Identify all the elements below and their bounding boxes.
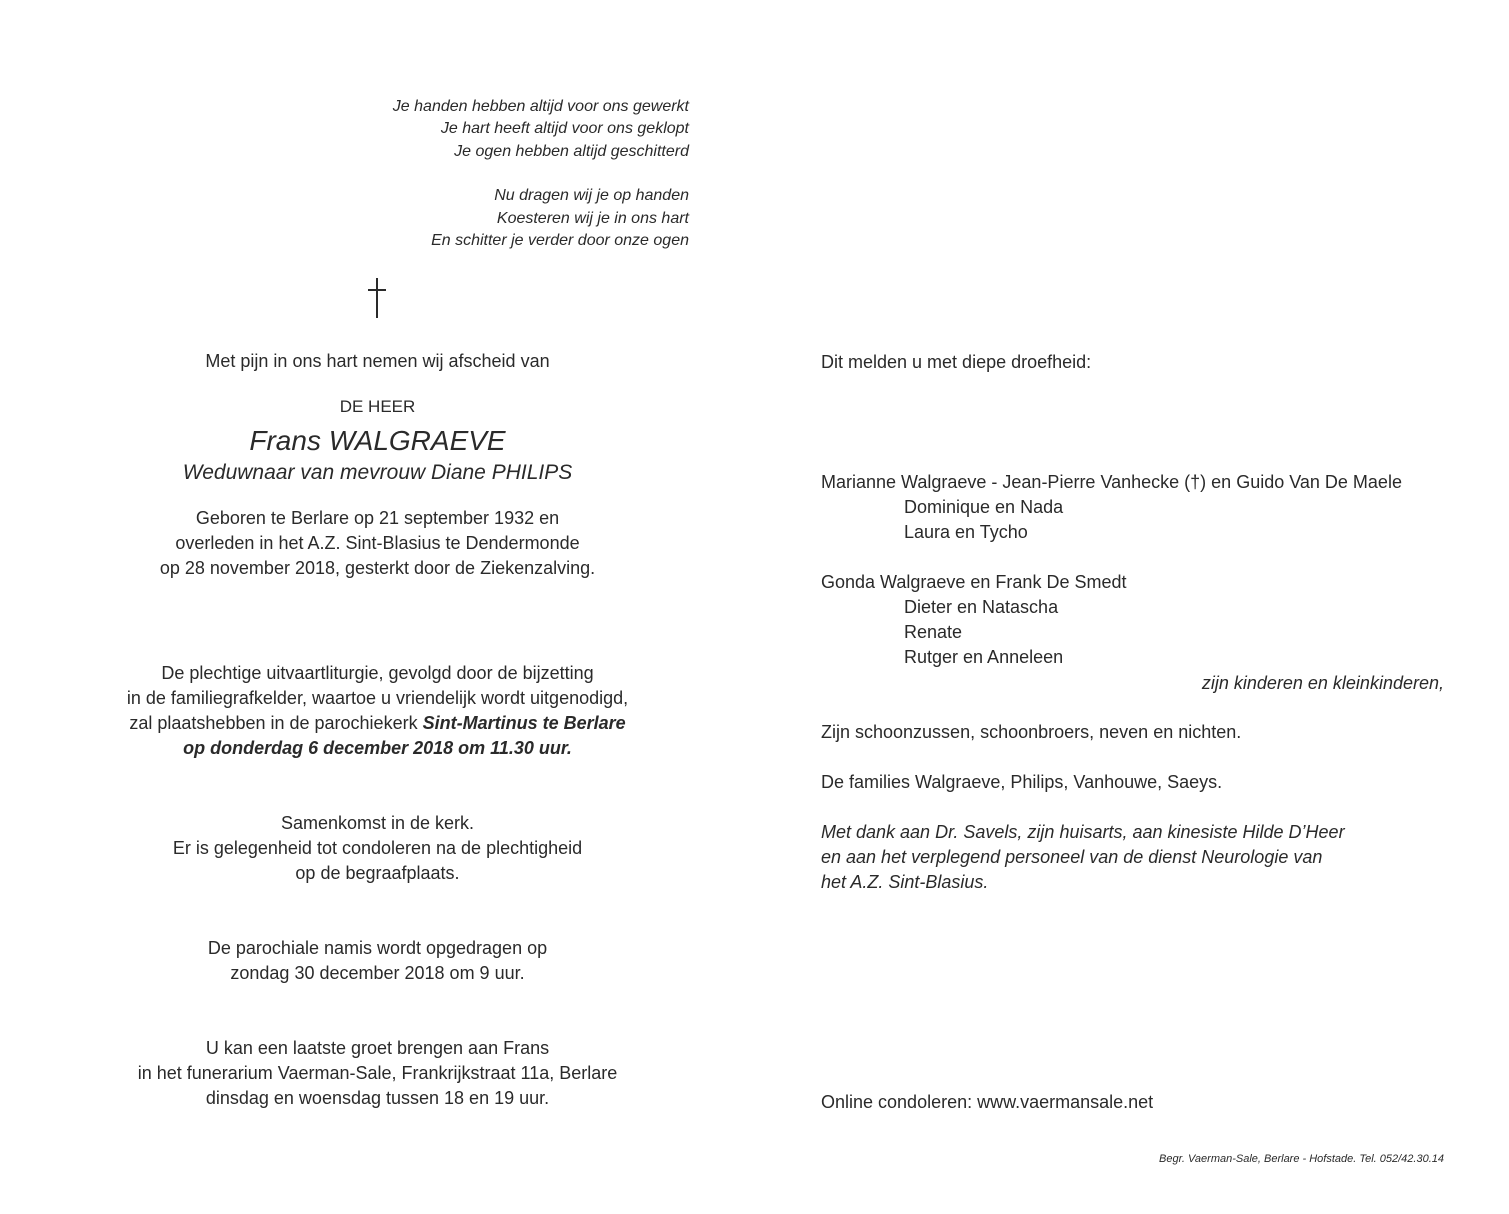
- text-line: Met dank aan Dr. Savels, zijn huisarts, aan kinesiste Hilde D’Heer: [821, 822, 1345, 842]
- family-head: Marianne Walgraeve - Jean-Pierre Vanhecke (†) en Guido Van De Maele: [821, 472, 1402, 492]
- text-line: en aan het verplegend personeel van de dienst Neurologie van: [821, 847, 1323, 867]
- announcement-text: Dit melden u met diepe droefheid:: [821, 352, 1092, 372]
- family-member: Dominique en Nada: [904, 497, 1064, 517]
- poem-line: Nu dragen wij je op handen: [494, 187, 689, 205]
- text-line: in de familiegrafkelder, waartoe u vriendelijk wordt uitgenodigd,: [126, 688, 629, 708]
- family-block-2: [821, 570, 1126, 670]
- funeral-block: [80, 661, 675, 761]
- text-line: Samenkomst in de kerk.: [280, 813, 475, 833]
- text-line: zondag 30 december 2018 om 9 uur.: [230, 963, 525, 983]
- birth-death-block: [80, 506, 675, 581]
- text-line: Geboren te Berlare op 21 september 1932 en: [195, 508, 560, 528]
- text-fragment: zal plaatshebben in de parochiekerk: [129, 713, 423, 733]
- text-line: dinsdag en woensdag tussen 18 en 19 uur.: [205, 1088, 550, 1108]
- cross-icon: [376, 278, 380, 322]
- family-member: Laura en Tycho: [904, 522, 1028, 542]
- text-line: U kan een laatste groet brengen aan Frans: [205, 1038, 550, 1058]
- poem-line: Je hart heeft altijd voor ons geklopt: [440, 120, 689, 138]
- text-line: op 28 november 2018, gesterkt door de Ziekenzalving.: [159, 558, 596, 578]
- online-condolence: Online condoleren: www.vaermansale.net: [821, 1092, 1154, 1112]
- title-text: DE HEER: [339, 397, 416, 416]
- text-line: op de begraafplaats.: [295, 863, 460, 883]
- church-name: Sint-Martinus te Berlare: [422, 713, 626, 733]
- family-block-1: [821, 470, 1402, 545]
- poem-line: Koesteren wij je in ons hart: [496, 209, 689, 227]
- gathering-block: [80, 811, 675, 886]
- thanks-block: [821, 820, 1345, 895]
- family-member: Rutger en Anneleen: [904, 647, 1064, 667]
- family-member: Dieter en Natascha: [904, 597, 1059, 617]
- poem-line: Je handen hebben altijd voor ons gewerkt: [392, 98, 689, 115]
- text-line: in het funerarium Vaerman-Sale, Frankrijkstraat 11a, Berlare: [137, 1063, 618, 1083]
- poem: [393, 96, 689, 252]
- poem-line: Je ogen hebben altijd geschitterd: [454, 142, 689, 160]
- families-text: De families Walgraeve, Philips, Vanhouwe, Saeys.: [821, 772, 1223, 792]
- text-line: Er is gelegenheid tot condoleren na de plechtigheid: [172, 838, 583, 858]
- farewell-block: [80, 1036, 675, 1111]
- children-label: zijn kinderen en kleinkinderen,: [1201, 673, 1444, 693]
- widower-line: Weduwnaar van mevrouw Diane PHILIPS: [182, 461, 573, 484]
- text-line: overleden in het A.Z. Sint-Blasius te Dendermonde: [175, 533, 580, 553]
- funeral-home-footer: Begr. Vaerman-Sale, Berlare - Hofstade. Tel. 052/42.30.14: [1159, 1153, 1444, 1165]
- text-line: De plechtige uitvaartliturgie, gevolgd door de bijzetting: [161, 663, 594, 683]
- poem-stanza-2: [393, 185, 689, 252]
- family-member: Renate: [904, 622, 963, 642]
- inlaws-text: Zijn schoonzussen, schoonbroers, neven en nichten.: [821, 722, 1242, 742]
- mass-block: [80, 936, 675, 986]
- text-line: De parochiale namis wordt opgedragen op: [207, 938, 548, 958]
- text-line: het A.Z. Sint-Blasius.: [821, 872, 989, 892]
- poem-stanza-1: [393, 96, 689, 163]
- deceased-name: Frans WALGRAEVE: [249, 425, 506, 456]
- intro-text: Met pijn in ons hart nemen wij afscheid van: [205, 351, 550, 371]
- family-head: Gonda Walgraeve en Frank De Smedt: [821, 572, 1127, 592]
- funeral-date: op donderdag 6 december 2018 om 11.30 uur.: [183, 738, 572, 758]
- text-line: [80, 711, 675, 736]
- poem-line: En schitter je verder door onze ogen: [431, 232, 689, 250]
